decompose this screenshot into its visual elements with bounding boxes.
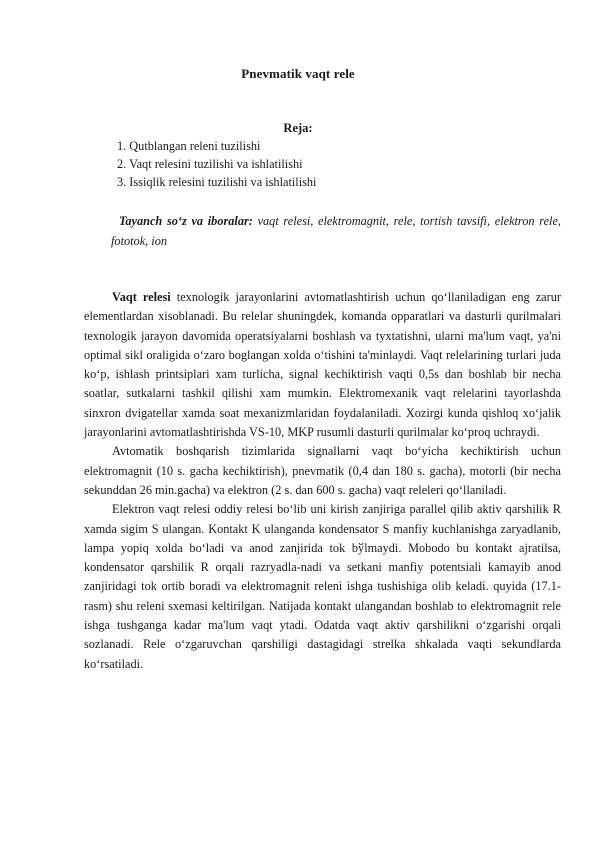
- paragraph: [84, 288, 561, 442]
- paragraph-text: Elektron vaqt relesi oddiy relesi bo‘lib uni kirish zanjiriga parallel qilib aktiv qarshilik R xamda sigim S ulangan. Kontakt K ulanganda kondensator S manfiy kuchlanishga zaryadlanib, lampa yopiq xolda bo‘ladi va anod zanjirida tok bўlmaydi. Mobodo bu kontakt ajratilsa, kondensator qarshilik R orqali razryadla-nadi va setkani manfiy potentsiali kamayib anod zanjiridagi tok ortib boradi va elektromagnit releni ishga tushishiga olib keladi. quyida (17.1-rasm) shu releni sxemasi keltirilgan. Natijada kontakt ulangandan boshlab to elektromagnit rele ishga tushganga kadar ma'lum vaqt ytadi. Odatda vaqt aktiv qarshilikni o‘zgarishi orqali sozlanadi. Rele o‘zgaruvchan qarshiligi dastagidagi strelka shkalada vaqti sekundlarda ko‘rsatiladi.: [84, 502, 561, 671]
- keywords-text: vaqt relesi, elektromagnit, rele, tortish tavsifi, elektron rele, fototok, ion: [111, 214, 561, 248]
- keywords-label: Tayanch so‘z va iboralar:: [119, 214, 253, 228]
- paragraph-text: Avtomatik boshqarish tizimlarida signallarni vaqt bo‘yicha kechiktirish uchun elektromagnit (10 s. gacha kechiktirish), pnevmatik (0,4 dan 180 s. gacha), motorli (bir necha sekunddan 26 min.gacha) va elektron (2 s. dan 600 s. gacha) vaqt releleri qo‘llaniladi.: [84, 444, 561, 497]
- keywords-block: [111, 211, 561, 251]
- plan-list: [117, 137, 316, 191]
- body-text: [84, 288, 561, 674]
- paragraph-text: texnologik jarayonlarini avtomatlashtirish uchun qo‘llaniladigan eng zarur elementlardan xisoblanadi. Bu relelar shuningdek, komanda opparatlari va dasturli qurilmalari texnologik jarayon davomida operatsiyalarni boshlash va tyxtatishni, ularni ma'lum vaqt, ya'ni optimal sikl oraligida o‘zaro boglangan xolda o‘tishini ta'minlaydi. Vaqt relelarining turlari juda ko‘p, ishlash printsiplari xam turlicha, signal kechiktirish vaqti 0,5s dan boshlab bir necha soatlar, sutkalarni tashkil qilishi xam mumkin. Elektromexanik vaqt relelarini tayorlashda sinxron dvigatellar xamda soat mexanizmlaridan foydalaniladi. Xozirgi kunda qishloq xo‘jalik jarayonlarini avtomatlashtirishda VS-10, MKP rusumli dasturli qurilmalar ko‘proq uchraydi.: [84, 290, 561, 440]
- plan-item: 2. Vaqt relesini tuzilishi va ishlatilishi: [117, 157, 303, 171]
- plan-heading: Reja:: [283, 121, 313, 135]
- paragraph: [84, 442, 561, 500]
- plan-item: 3. Issiqlik relesini tuzilishi va ishlatilishi: [117, 175, 317, 189]
- paragraph-lead: Vaqt relesi: [112, 290, 171, 304]
- page-title: Pnevmatik vaqt rele: [241, 66, 355, 81]
- paragraph: [84, 500, 561, 674]
- plan-item: 1. Qutblangan releni tuzilishi: [117, 139, 261, 153]
